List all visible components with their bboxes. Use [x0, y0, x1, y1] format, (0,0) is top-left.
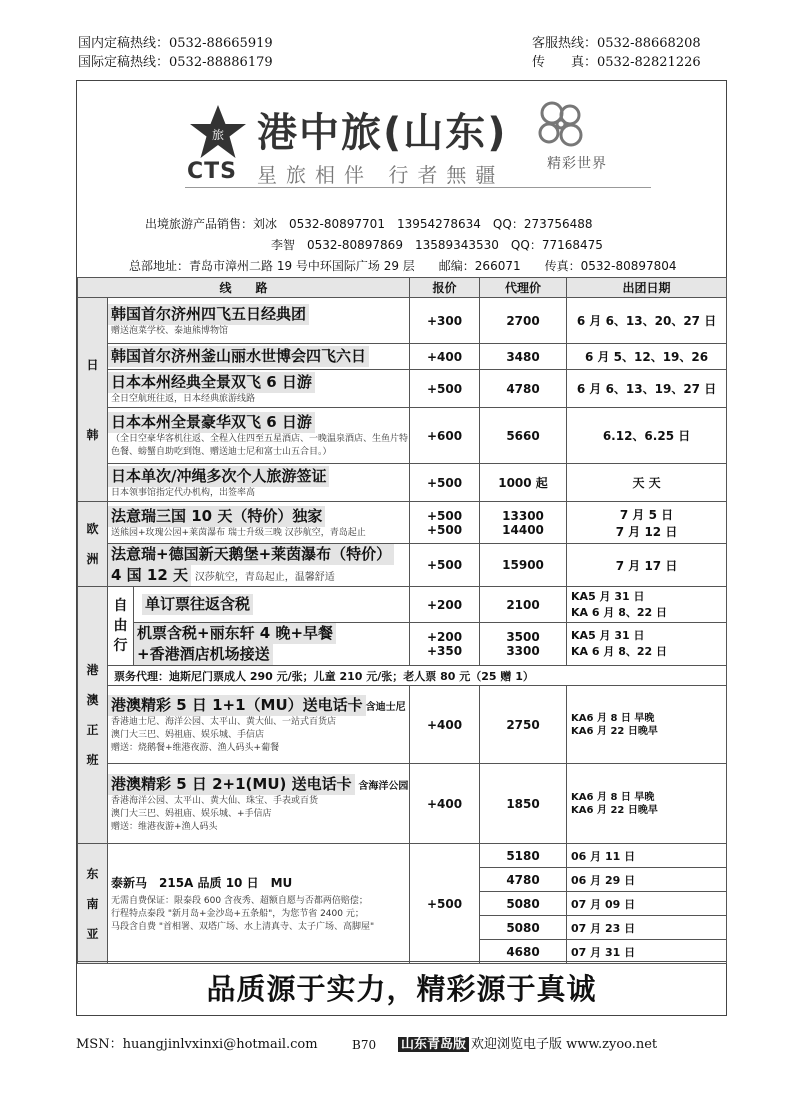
route-title: 日本本州经典全景双飞 6 日游	[108, 372, 315, 393]
route-title: 法意瑞+德国新天鹅堡+莱茵瀑布（特价）	[108, 544, 394, 565]
departure-date: KA5 月 31 日	[571, 589, 645, 603]
table-row	[78, 298, 727, 344]
price-pair	[410, 502, 480, 544]
star-char: 旅	[211, 128, 225, 142]
departure-date-pair	[567, 686, 727, 764]
departure-date: KA 6 月 8、22 日	[571, 605, 668, 619]
domestic-hotline: 国内定稿热线：0532-88665919	[78, 36, 273, 51]
route-cell	[108, 502, 410, 544]
header-departure-date: 出团日期	[567, 278, 727, 298]
price-pair	[410, 623, 480, 666]
company-name: 港中旅(山东)	[257, 110, 508, 156]
table-row	[78, 844, 727, 868]
price: +400	[410, 686, 480, 764]
price: +500	[410, 544, 480, 587]
route-title: 泰新马 215A 品质 10 日 MU	[111, 875, 293, 890]
footer-edition	[398, 1036, 657, 1054]
route-note: 香港海洋公园、太平山、黄大仙、珠宝、手表或百货	[111, 795, 319, 806]
route-note: 赠送泡菜学校、泰迪熊博物馆	[111, 325, 229, 336]
region-char: 正	[86, 723, 99, 737]
fax-line: 传 真：0532-82821226	[532, 55, 701, 70]
departure-date-pair	[567, 587, 727, 623]
table-row	[78, 666, 727, 686]
region-char: 南	[86, 896, 99, 911]
route-note: 澳门大三巴、妈祖庙、娱乐城、+手信店	[111, 808, 272, 819]
brand-text: 精彩世界	[547, 156, 607, 172]
route-title: 法意瑞三国 10 天（特价）独家	[108, 506, 325, 527]
departure-date: 6 月 6、13、20、27 日	[567, 298, 727, 344]
tagline: 品质源于实力，精彩源于真诚	[77, 961, 726, 1015]
route-title: 韩国首尔济州釜山丽水世博会四飞六日	[108, 346, 369, 367]
agent-price: 5180	[480, 844, 567, 868]
region-char: 洲	[86, 552, 99, 566]
table-row	[78, 502, 727, 544]
region-char: 班	[86, 753, 99, 767]
departure-date: KA 6 月 8、22 日	[571, 645, 668, 658]
route-title: 港澳精彩 5 日 2+1(MU) 送电话卡	[108, 774, 355, 795]
free-label-char: 行	[113, 638, 128, 654]
route-title-2: +香港酒店机场接送	[134, 644, 273, 665]
route-title-2: 4 国 12 天	[108, 565, 191, 586]
route-cell	[134, 623, 410, 666]
price: +350	[426, 644, 463, 658]
route-note: 澳门大三巴、妈祖庙、娱乐城、手信店	[111, 729, 265, 740]
footer-page-number: B70	[352, 1038, 377, 1052]
agent-price: 4780	[480, 370, 567, 408]
table-header-row	[78, 278, 727, 298]
route-note: 送熊园+玫瑰公园+莱茵瀑布 瑞士升级三晚 汉莎航空，青岛起止	[111, 527, 366, 538]
ticket-agent-note: 票务代理：迪斯尼门票成人 290 元/张；儿童 210 元/张；老人票 80 元（25 赠 1）	[108, 666, 727, 686]
region-southeast-asia	[78, 844, 108, 964]
route-note: 无需自费保证：限泰段 600 含夜秀、超额自愿与否都两倍赔偿；	[111, 895, 368, 906]
price: +600	[410, 408, 480, 464]
route-note: 日本领事馆指定代办机构，出签率高	[111, 487, 256, 498]
contact-line-2: 李智 0532-80897869 13589343530 QQ：77168475	[271, 238, 603, 252]
route-title: 机票含税+丽东轩 4 晚+早餐	[134, 623, 336, 644]
departure-date: 6.12、6.25 日	[567, 408, 727, 464]
departure-date: 6 月 5、12、19、26	[567, 344, 727, 370]
agent-price: 3500	[506, 630, 540, 644]
route-cell	[108, 764, 410, 844]
departure-date: 7 月 12 日	[615, 524, 678, 539]
logo-block	[77, 81, 726, 296]
departure-date: 7 月 17 日	[567, 544, 727, 587]
agent-price: 2750	[480, 686, 567, 764]
footer-msn: MSN：huangjinlvxinxi@hotmail.com	[76, 1037, 318, 1052]
edition-badge: 山东青岛版	[398, 1037, 469, 1052]
departure-date: KA6 月 8 日 早晚	[571, 791, 655, 803]
footer-site[interactable]: 欢迎浏览电子版 www.zyoo.net	[471, 1037, 658, 1052]
agent-price: 15900	[480, 544, 567, 587]
region-char: 东	[86, 866, 99, 881]
cts-star-icon	[187, 103, 249, 161]
agent-price: 1850	[480, 764, 567, 844]
route-cell	[108, 298, 410, 344]
header-route: 线 路	[78, 278, 410, 298]
departure-date: KA5 月 31 日	[571, 629, 645, 642]
route-note: 马段含自费 "首相署、双塔广场、水上清真寺、太子广场、高脚屋"	[111, 921, 375, 932]
region-char: 韩	[86, 427, 99, 442]
departure-date: 天 天	[567, 464, 727, 502]
table-row	[78, 544, 727, 587]
departure-date: 06 月 11 日	[567, 844, 727, 868]
route-cell	[108, 464, 410, 502]
agent-price: 5660	[480, 408, 567, 464]
region-char: 澳	[86, 693, 99, 707]
agent-price-pair	[480, 502, 567, 544]
region-spacer	[78, 380, 107, 420]
free-label-char: 自	[113, 598, 128, 614]
region-char: 欧	[86, 522, 99, 536]
route-title: 单订票往返含税	[142, 594, 253, 615]
route-note: 赠送：维港夜游+渔人码头	[111, 821, 218, 832]
route-title: 韩国首尔济州四飞五日经典团	[108, 304, 309, 325]
route-cell	[108, 344, 410, 370]
departure-date: 6 月 6、13、19、27 日	[567, 370, 727, 408]
route-title: 日本本州全景豪华双飞 6 日游	[108, 412, 315, 433]
region-europe	[78, 502, 108, 587]
price: +500	[410, 464, 480, 502]
route-title: 日本单次/冲绳多次个人旅游签证	[108, 466, 329, 487]
price: +300	[410, 298, 480, 344]
table-row	[78, 587, 727, 623]
company-slogan: 星旅相伴 行者無疆	[257, 163, 505, 187]
service-hotline: 客服热线：0532-88668208	[532, 36, 701, 51]
route-title: 港澳精彩 5 日 1+1（MU）送电话卡	[108, 695, 366, 716]
header-price: 报价	[410, 278, 480, 298]
table-row	[78, 370, 727, 408]
cts-wordmark: CTS	[187, 159, 237, 184]
region-char: 港	[86, 663, 99, 677]
route-cell	[108, 370, 410, 408]
departure-date: 07 月 23 日	[567, 916, 727, 940]
price: +500	[410, 370, 480, 408]
free-travel-label	[108, 587, 134, 666]
brand-flower-icon	[527, 95, 597, 155]
agent-price: 3480	[480, 344, 567, 370]
route-cell	[108, 544, 410, 587]
departure-date: KA6 月 8 日 早晚	[571, 712, 655, 724]
route-note: 香港迪士尼、海洋公园、太平山、黄大仙、一站式百货店	[111, 716, 337, 727]
free-label-char: 由	[113, 618, 128, 634]
agent-price: 4780	[480, 868, 567, 892]
departure-date: 07 月 31 日	[567, 940, 727, 964]
table-row	[78, 764, 727, 844]
table-row	[78, 623, 727, 666]
route-cell	[108, 686, 410, 764]
region-hk-macau	[78, 587, 108, 844]
agent-price: 5080	[480, 892, 567, 916]
departure-date: KA6 月 22 日晚早	[571, 804, 658, 816]
price: +500	[410, 844, 480, 964]
route-tag: 含海洋公园	[358, 780, 409, 792]
agent-price: 4680	[480, 940, 567, 964]
region-char: 日	[86, 357, 99, 372]
route-note: 全日空航班往返，日本经典旅游线路	[111, 393, 256, 404]
logo-divider	[185, 187, 651, 188]
route-note: 行程特点泰段 "新月岛+金沙岛+五条船"，为您节省 2400 元；	[111, 908, 364, 919]
departure-date: 7 月 5 日	[619, 507, 674, 522]
table-row	[78, 408, 727, 464]
table-row	[78, 464, 727, 502]
routes-table	[77, 277, 727, 964]
price: +200	[410, 587, 480, 623]
table-row	[78, 686, 727, 764]
table-row	[78, 344, 727, 370]
agent-price: 14400	[502, 522, 544, 537]
agent-price: 2700	[480, 298, 567, 344]
departure-date: KA6 月 22 日晚早	[571, 725, 658, 737]
agent-price: 3300	[506, 644, 540, 658]
route-cell	[134, 587, 410, 623]
price: +400	[410, 764, 480, 844]
agent-price: 1000 起	[480, 464, 567, 502]
departure-date-pair	[567, 502, 727, 544]
departure-date: 07 月 09 日	[567, 892, 727, 916]
route-tag: 含迪士尼	[365, 701, 406, 713]
price: +200	[426, 630, 463, 644]
agent-price-pair	[480, 623, 567, 666]
departure-date-pair	[567, 623, 727, 666]
header-agent-price: 代理价	[480, 278, 567, 298]
agent-price: 5080	[480, 916, 567, 940]
agent-price: 2100	[480, 587, 567, 623]
agent-price: 13300	[502, 508, 544, 523]
contact-line-1: 出境旅游产品销售：刘冰 0532-80897701 13954278634 QQ：273756488	[145, 217, 593, 231]
departure-date: 06 月 29 日	[567, 868, 727, 892]
route-cell	[108, 844, 410, 964]
region-japan-korea	[78, 298, 108, 502]
route-note: 汉莎航空，青岛起止，温馨舒适	[194, 572, 335, 583]
contact-address: 总部地址：青岛市漳州二路 19 号中环国际广场 29 层 邮编：266071 传真：0532-80897804	[129, 259, 677, 273]
price: +500	[426, 522, 463, 537]
region-char: 亚	[86, 926, 99, 941]
ad-frame	[76, 80, 727, 1016]
route-cell	[108, 408, 410, 464]
international-hotline: 国际定稿热线：0532-88886179	[78, 55, 273, 70]
price: +500	[426, 508, 463, 523]
route-note: （全日空豪华客机往返、全程入住四至五星酒店、一晚温泉酒店、生鱼片特色餐、螃蟹自助吃到饱、赠送迪士尼和富士山五合目。）	[111, 434, 409, 457]
departure-date-pair	[567, 764, 727, 844]
price: +400	[410, 344, 480, 370]
route-note: 赠送：烧鹅餐+维港夜游、渔人码头+葡餐	[111, 742, 280, 753]
